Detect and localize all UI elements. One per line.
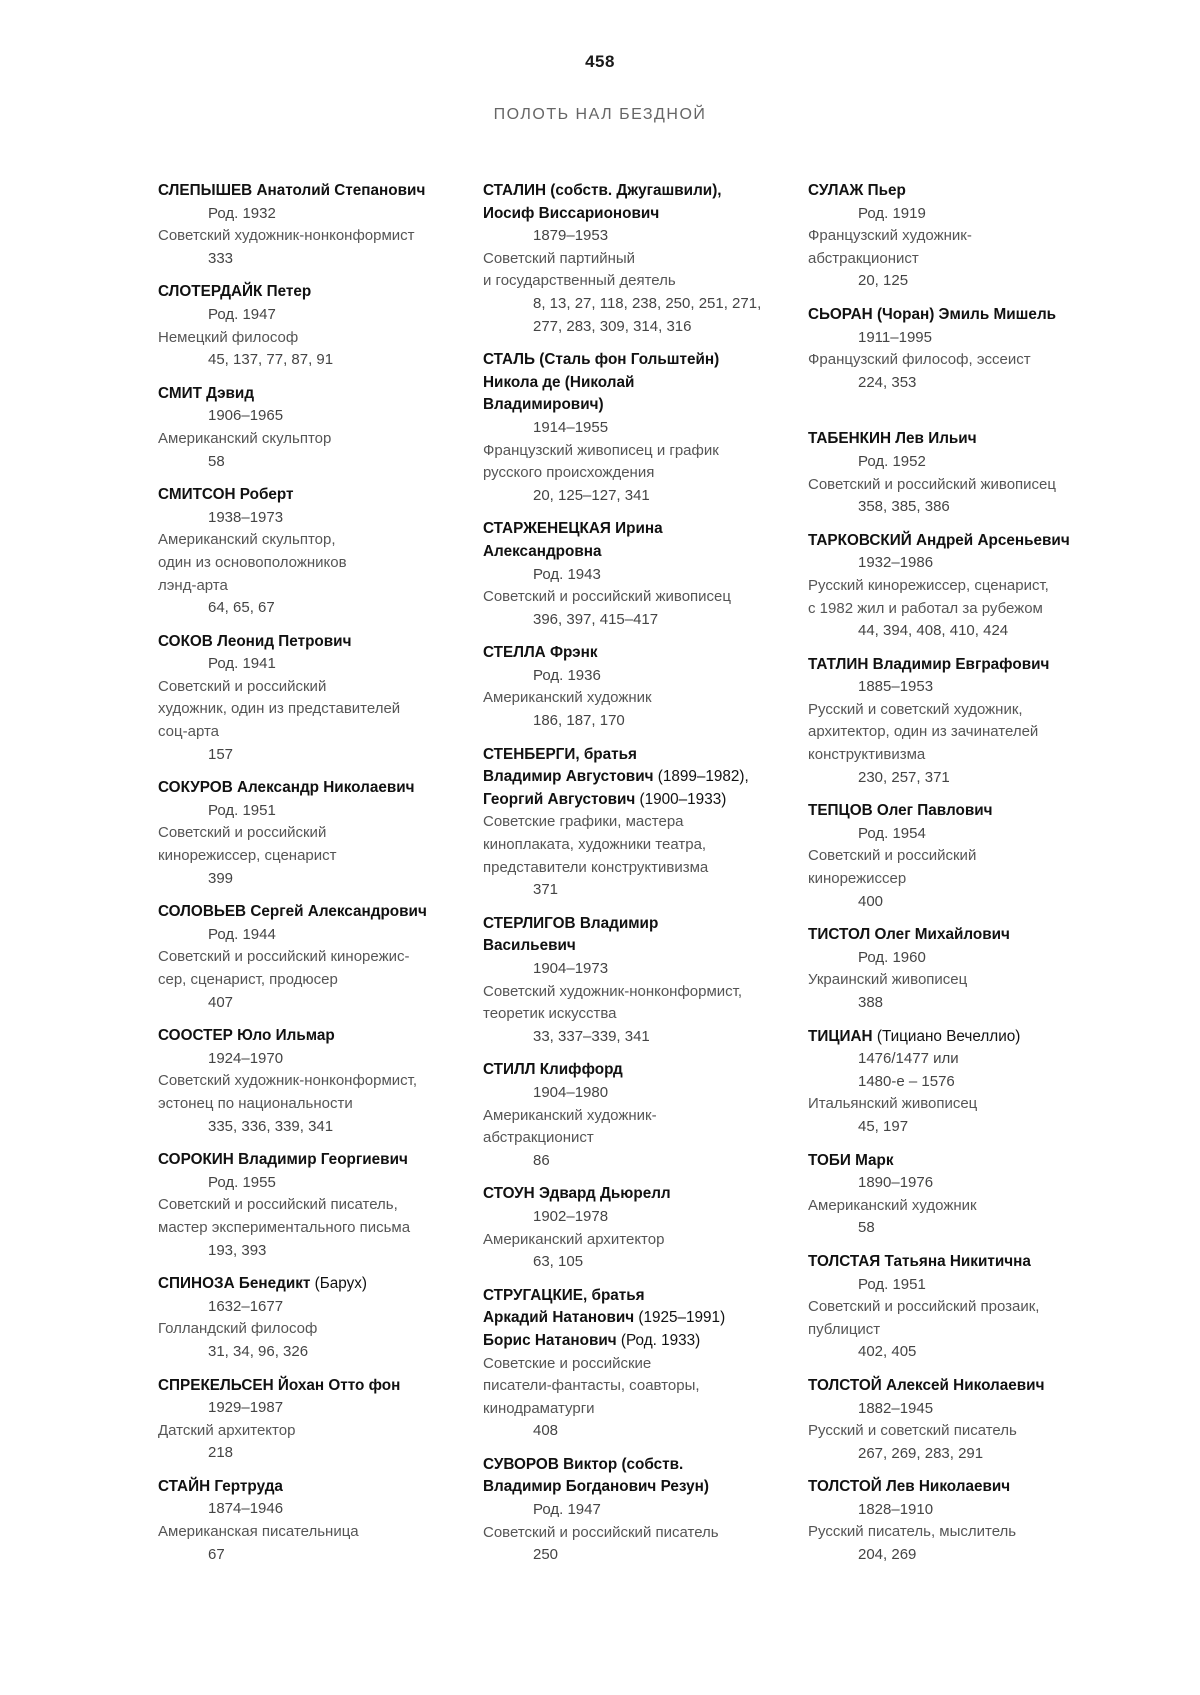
index-entry (808, 1150, 1108, 1240)
entry-name (483, 913, 793, 936)
entry-description: кинодраматурги (483, 1399, 595, 1417)
entry-name-bold: Никола де (Николай (483, 373, 635, 391)
entry-pages: 230, 257, 371 (858, 768, 950, 786)
entry-name (483, 372, 793, 395)
entry-name (808, 530, 1108, 553)
entry-dates: 1882–1945 (858, 1399, 934, 1417)
entry-name-bold: СЛОТЕРДАЙК Петер (158, 283, 312, 301)
entry-name-bold: СМИТСОН Роберт (158, 486, 294, 504)
entry-name (808, 800, 1108, 823)
entry-pages: 250 (533, 1546, 559, 1564)
entry-dates: 1480-е – 1576 (858, 1072, 955, 1090)
entry-dates: Род. 1947 (533, 1501, 601, 1519)
entry-description: Французский живописец и график (483, 441, 719, 459)
entry-description: Советские графики, мастера (483, 813, 684, 831)
entry-pages: 67 (208, 1545, 225, 1563)
entry-name (808, 1026, 1108, 1049)
entry-pages: 31, 34, 96, 326 (208, 1342, 309, 1360)
entry-dates: 1932–1986 (858, 554, 934, 572)
entry-dates: Род. 1944 (208, 925, 276, 943)
entry-name-bold: Владимирович) (483, 396, 604, 414)
entry-name-bold: Георгий Августович (483, 790, 636, 808)
entry-description: кинорежиссер, сценарист (158, 847, 337, 865)
running-head: ПОЛОТЬ НАЛ БЕЗДНОЙ (493, 106, 707, 123)
entry-dates: Род. 1954 (858, 824, 926, 842)
entry-name-bold: СООСТЕР Юло Ильмар (158, 1027, 335, 1045)
entry-dates: 1924–1970 (208, 1049, 284, 1067)
entry-pages: 218 (208, 1444, 234, 1462)
entry-pages: 20, 125 (858, 272, 909, 290)
entry-pages: 267, 269, 283, 291 (858, 1444, 984, 1462)
index-column-2 (483, 180, 793, 1578)
entry-pages: 186, 187, 170 (533, 712, 625, 730)
entry-name (808, 1251, 1108, 1274)
index-entry (808, 1026, 1108, 1139)
entry-name (483, 1476, 793, 1499)
entry-name-bold: СПИНОЗА Бенедикт (158, 1275, 311, 1293)
entry-name (483, 541, 793, 564)
entry-name-bold: Владимир Августович (483, 768, 654, 786)
entry-pages: 333 (208, 249, 234, 267)
entry-description: Советский и российский (808, 847, 977, 865)
index-entry (158, 1476, 458, 1566)
entry-name-bold: Александровна (483, 542, 602, 560)
entry-description: Советский и российский писатель, (158, 1196, 398, 1214)
entry-dates: Род. 1952 (858, 452, 926, 470)
index-entry (808, 800, 1108, 913)
entry-description: Советский и российский (158, 824, 327, 842)
entry-dates: Род. 1951 (208, 801, 276, 819)
index-entry (808, 1476, 1108, 1566)
entry-dates: Род. 1951 (858, 1275, 926, 1293)
index-entry (158, 901, 458, 1014)
entry-name-bold: ТОЛСТОЙ Алексей Николаевич (808, 1376, 1045, 1394)
entry-dates: 1632–1677 (208, 1297, 284, 1315)
index-entry (158, 484, 458, 620)
entry-dates: 1929–1987 (208, 1399, 284, 1417)
entry-name-bold: ТОЛСТОЙ Лев Николаевич (808, 1478, 1011, 1496)
entry-pages: 58 (858, 1219, 875, 1237)
entry-name-bold: СТОУН Эдвард Дьюрелл (483, 1185, 671, 1203)
index-column-1 (158, 180, 458, 1577)
entry-name-bold: СТАРЖЕНЕЦКАЯ Ирина (483, 520, 663, 538)
entry-dates: Род. 1943 (533, 565, 601, 583)
entry-name-extra: (1899–1982), (653, 768, 749, 786)
entry-name (483, 935, 793, 958)
entry-description: русского происхождения (483, 464, 655, 482)
entry-description: писатели-фантасты, соавторы, (483, 1377, 700, 1395)
index-entry (483, 1059, 793, 1172)
entry-dates: Род. 1960 (858, 948, 926, 966)
entry-dates: 1476/1477 или (858, 1050, 959, 1068)
entry-pages: 277, 283, 309, 314, 316 (533, 317, 692, 335)
entry-name-bold: СЬОРАН (Чоран) Эмиль Мишель (808, 305, 1057, 323)
entry-description: кинорежиссер (808, 870, 907, 888)
entry-description: Русский и советский писатель (808, 1422, 1017, 1440)
entry-name-extra: (1925–1991) (634, 1309, 726, 1327)
entry-name (158, 180, 458, 203)
entry-dates: 1911–1995 (858, 328, 932, 346)
entry-description: и государственный деятель (483, 272, 676, 290)
index-entry (808, 180, 1108, 293)
entry-name (483, 1454, 793, 1477)
entry-pages: 45, 137, 77, 87, 91 (208, 351, 334, 369)
entry-dates: 1828–1910 (858, 1500, 934, 1518)
entry-name (158, 1476, 458, 1499)
entry-name-bold: ТЕПЦОВ Олег Павлович (808, 802, 993, 820)
entry-pages: 204, 269 (858, 1546, 917, 1564)
entry-pages: 335, 336, 339, 341 (208, 1117, 334, 1135)
entry-pages: 20, 125–127, 341 (533, 486, 650, 504)
index-entry (483, 642, 793, 732)
entry-name (808, 428, 1108, 451)
entry-description: Американский скульптор (158, 429, 332, 447)
entry-description: абстракционист (483, 1129, 594, 1147)
entry-description: Русский и советский художник, (808, 700, 1023, 718)
entry-pages: 63, 105 (533, 1253, 584, 1271)
entry-name (158, 1025, 458, 1048)
entry-name-bold: СОЛОВЬЕВ Сергей Александрович (158, 903, 427, 921)
entry-name-bold: ТИСТОЛ Олег Михайлович (808, 926, 1010, 944)
entry-pages: 193, 393 (208, 1241, 267, 1259)
entry-name (483, 518, 793, 541)
entry-name-extra: (Барух) (310, 1275, 367, 1293)
entry-name (483, 1059, 793, 1082)
entry-name (158, 1375, 458, 1398)
entry-description: публицист (808, 1320, 881, 1338)
entry-name (808, 1476, 1108, 1499)
entry-name-extra: (Тициано Вечеллио) (872, 1027, 1021, 1045)
entry-name-bold: Борис Натанович (483, 1331, 617, 1349)
entry-name-bold: СТАЛЬ (Сталь фон Гольштейн) (483, 351, 720, 369)
entry-description: Советский и российский писатель (483, 1523, 719, 1541)
entry-description: эстонец по национальности (158, 1094, 353, 1112)
index-entry (158, 281, 458, 371)
entry-name (808, 304, 1108, 327)
entry-name-bold: СУВОРОВ Виктор (собств. (483, 1455, 684, 1473)
entry-name (158, 484, 458, 507)
entry-name-bold: СУЛАЖ Пьер (808, 182, 906, 199)
entry-description: Американская писательница (158, 1523, 359, 1541)
entry-name-bold: Иосиф Виссарионович (483, 204, 660, 222)
entry-description: архитектор, один из зачинателей (808, 723, 1039, 741)
entry-pages: 86 (533, 1151, 550, 1169)
entry-description: Советские и российские (483, 1354, 652, 1372)
index-entry (808, 304, 1108, 394)
entry-description: Французский художник- (808, 227, 972, 245)
entry-description: Немецкий философ (158, 328, 299, 346)
entry-dates: Род. 1947 (208, 305, 276, 323)
entry-dates: Род. 1936 (533, 666, 601, 684)
entry-name (158, 281, 458, 304)
entry-description: Советский и российский кинорежис- (158, 948, 410, 966)
entry-name-bold: СТАЛИН (собств. Джугашвили), (483, 182, 722, 199)
entry-description: Итальянский живописец (808, 1095, 978, 1113)
entry-dates: Род. 1932 (208, 204, 276, 222)
index-entry (483, 913, 793, 1049)
entry-name-bold: СТРУГАЦКИЕ, братья (483, 1286, 645, 1304)
entry-name (483, 1307, 793, 1330)
entry-name (808, 180, 1108, 203)
entry-pages: 64, 65, 67 (208, 599, 275, 617)
entry-description: Американский художник- (483, 1106, 657, 1124)
entry-description: киноплаката, художники театра, (483, 836, 707, 854)
entry-pages: 399 (208, 869, 234, 887)
entry-dates: 1938–1973 (208, 508, 284, 526)
index-entry (808, 924, 1108, 1014)
entry-name (158, 1273, 458, 1296)
entry-pages: 8, 13, 27, 118, 238, 250, 251, 271, (533, 294, 762, 312)
entry-name (808, 654, 1108, 677)
index-entry (158, 1273, 458, 1363)
index-entry (483, 180, 793, 338)
entry-dates: 1879–1953 (533, 227, 609, 245)
index-entry (808, 654, 1108, 790)
index-entry (158, 1025, 458, 1138)
entry-pages: 45, 197 (858, 1117, 909, 1135)
entry-name (483, 766, 793, 789)
entry-description: конструктивизма (808, 746, 926, 764)
entry-name (483, 1330, 793, 1353)
entry-name (158, 777, 458, 800)
index-column-3 (808, 180, 1108, 1578)
entry-name-bold: СОКУРОВ Александр Николаевич (158, 779, 415, 797)
index-entry (158, 631, 458, 767)
entry-name (158, 631, 458, 654)
entry-name-bold: СТАЙН Гертруда (158, 1477, 283, 1495)
entry-name-bold: ТОБИ Марк (808, 1151, 894, 1169)
entry-dates: Род. 1919 (858, 204, 926, 222)
entry-pages: 400 (858, 892, 884, 910)
entry-description: Советский художник-нонконформист, (483, 982, 743, 1000)
entry-description: лэнд-арта (158, 576, 228, 594)
index-entry (158, 383, 458, 473)
entry-description: Советский и российский живописец (483, 588, 731, 606)
index-entry (483, 1285, 793, 1443)
entry-name (808, 1150, 1108, 1173)
entry-name-bold: СТЕЛЛА Фрэнк (483, 644, 598, 662)
entry-name (808, 1375, 1108, 1398)
entry-name (483, 349, 793, 372)
entry-description: Французский философ, эссеист (808, 351, 1031, 369)
index-entry (808, 428, 1108, 518)
entry-description: Советский художник-нонконформист, (158, 1072, 418, 1090)
entry-name (483, 180, 793, 203)
entry-name-bold: СТИЛЛ Клиффорд (483, 1061, 623, 1079)
entry-description: один из основоположников (158, 553, 347, 571)
entry-dates: Род. 1941 (208, 655, 276, 673)
page-number: 458 (585, 52, 615, 71)
entry-description: соц-арта (158, 723, 219, 741)
entry-description: Голландский философ (158, 1320, 318, 1338)
entry-name (158, 1149, 458, 1172)
entry-pages: 58 (208, 452, 225, 470)
entry-name-bold: СТЕРЛИГОВ Владимир (483, 914, 659, 932)
index-entry (158, 1149, 458, 1262)
entry-pages: 371 (533, 881, 559, 899)
entry-dates: 1902–1978 (533, 1207, 609, 1225)
entry-pages: 402, 405 (858, 1343, 917, 1361)
entry-dates: 1874–1946 (208, 1500, 284, 1518)
entry-dates: 1906–1965 (208, 407, 284, 425)
entry-pages: 224, 353 (858, 373, 917, 391)
entry-description: Американский художник (483, 689, 652, 707)
entry-description: мастер экспериментального письма (158, 1218, 411, 1236)
entry-name-bold: Владимир Богданович Резун) (483, 1478, 709, 1496)
entry-name-bold: СПРЕКЕЛЬСЕН Йохан Отто фон (158, 1376, 401, 1394)
entry-description: представители конструктивизма (483, 858, 709, 876)
entry-name-bold: СТЕНБЕРГИ, братья (483, 745, 637, 763)
entry-dates: 1914–1955 (533, 418, 609, 436)
entry-name-bold: СОКОВ Леонид Петрович (158, 632, 352, 650)
entry-name-bold: ТОЛСТАЯ Татьяна Никитична (808, 1252, 1031, 1270)
index-entry (158, 1375, 458, 1465)
entry-description: Русский писатель, мыслитель (808, 1523, 1017, 1541)
entry-name (158, 901, 458, 924)
entry-pages: 157 (208, 745, 234, 763)
entry-description: Советский и российский живописец (808, 475, 1056, 493)
entry-name (483, 203, 793, 226)
index-entry (808, 530, 1108, 643)
entry-description: Советский художник-нонконформист (158, 227, 415, 245)
entry-description: Американский архитектор (483, 1230, 665, 1248)
entry-dates: 1885–1953 (858, 678, 934, 696)
entry-name (483, 642, 793, 665)
entry-name-bold: ТАРКОВСКИЙ Андрей Арсеньевич (808, 531, 1070, 549)
entry-description: с 1982 жил и работал за рубежом (808, 599, 1043, 617)
entry-name-bold: ТАТЛИН Владимир Евграфович (808, 655, 1050, 673)
entry-description: художник, один из представителей (158, 700, 401, 718)
entry-dates: 1904–1980 (533, 1083, 609, 1101)
entry-name-bold: СЛЕПЫШЕВ Анатолий Степанович (158, 182, 426, 199)
index-entry (158, 180, 458, 270)
entry-pages: 396, 397, 415–417 (533, 610, 659, 628)
entry-name-bold: ТИЦИАН (808, 1027, 873, 1045)
entry-description: абстракционист (808, 249, 919, 267)
entry-pages: 407 (208, 993, 234, 1011)
index-entry (483, 1454, 793, 1567)
entry-name (483, 789, 793, 812)
entry-name-bold: СМИТ Дэвид (158, 384, 255, 402)
entry-name (483, 1285, 793, 1308)
entry-name (158, 383, 458, 406)
entry-description: Советский партийный (483, 249, 636, 267)
entry-pages: 44, 394, 408, 410, 424 (858, 622, 1009, 640)
entry-description: сер, сценарист, продюсер (158, 971, 338, 988)
entry-name (483, 744, 793, 767)
index-entry (483, 1183, 793, 1273)
entry-description: Советский и российский (158, 677, 327, 695)
entry-dates: Род. 1955 (208, 1173, 276, 1191)
entry-name-bold: Васильевич (483, 937, 576, 955)
entry-name-bold: ТАБЕНКИН Лев Ильич (808, 430, 977, 448)
entry-dates: 1904–1973 (533, 960, 609, 977)
index-entry (808, 1251, 1108, 1364)
entry-description: Советский и российский прозаик, (808, 1298, 1040, 1316)
entry-name (483, 394, 793, 417)
entry-name (808, 924, 1108, 947)
entry-name (483, 1183, 793, 1206)
index-entry (158, 777, 458, 890)
entry-description: Русский кинорежиссер, сценарист, (808, 576, 1049, 594)
entry-pages: 388 (858, 994, 884, 1011)
entry-pages: 358, 385, 386 (858, 498, 950, 516)
entry-name-extra: (1900–1933) (635, 790, 727, 808)
index-entry (483, 518, 793, 631)
entry-description: Украинский живописец (808, 971, 968, 989)
entry-description: теоретик искусства (483, 1005, 617, 1023)
entry-name-bold: СОРОКИН Владимир Георгиевич (158, 1151, 408, 1169)
entry-description: Американский скульптор, (158, 531, 336, 549)
entry-description: Американский художник (808, 1196, 977, 1214)
index-entry (483, 744, 793, 902)
entry-name-extra: (Род. 1933) (616, 1331, 701, 1349)
index-entry (808, 1375, 1108, 1465)
index-entry (483, 349, 793, 507)
entry-pages: 33, 337–339, 341 (533, 1027, 650, 1045)
entry-description: Датский архитектор (158, 1421, 296, 1439)
entry-pages: 408 (533, 1422, 559, 1440)
entry-dates: 1890–1976 (858, 1174, 934, 1192)
entry-name-bold: Аркадий Натанович (483, 1309, 635, 1327)
